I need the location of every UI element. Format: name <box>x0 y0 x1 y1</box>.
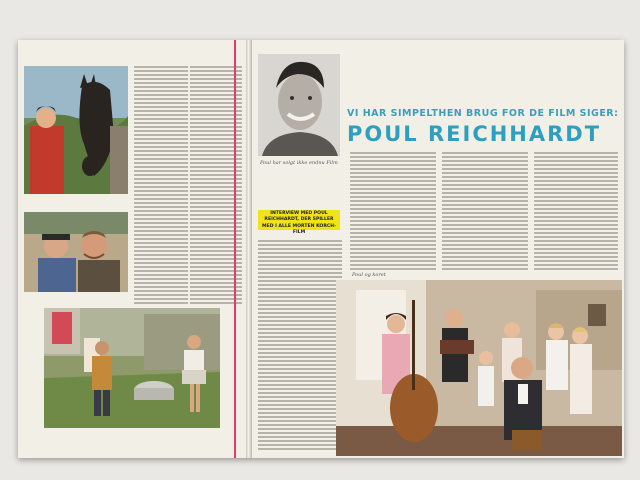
portrait-photo <box>258 54 340 156</box>
spine-accent-line <box>234 40 236 458</box>
right-text-column-2 <box>350 150 436 270</box>
headline-kicker: VI HAR SIMPELTHEN BRUG FOR DE FILM SIGER: <box>347 108 619 119</box>
horse-photo <box>24 66 128 194</box>
two-men-photo <box>24 212 128 292</box>
left-text-column-1 <box>134 64 188 304</box>
right-text-column-1 <box>258 238 342 452</box>
right-text-column-3 <box>442 150 528 270</box>
portrait-caption: Poul har solgt ikke endnu Film <box>260 160 338 166</box>
group-photo <box>336 280 622 456</box>
right-text-column-4 <box>534 150 618 270</box>
headline-title: POUL REICHHARDT <box>347 122 602 146</box>
group-photo-caption: Poul og koret <box>352 272 386 278</box>
spine <box>246 40 252 458</box>
interview-badge: INTERVIEW MED POUL REICHHARDT, DER SPILLER MED I ALLE MORTEN KORCH-FILM <box>258 210 340 230</box>
magazine-spread <box>18 40 624 458</box>
farm-photo <box>44 308 220 428</box>
